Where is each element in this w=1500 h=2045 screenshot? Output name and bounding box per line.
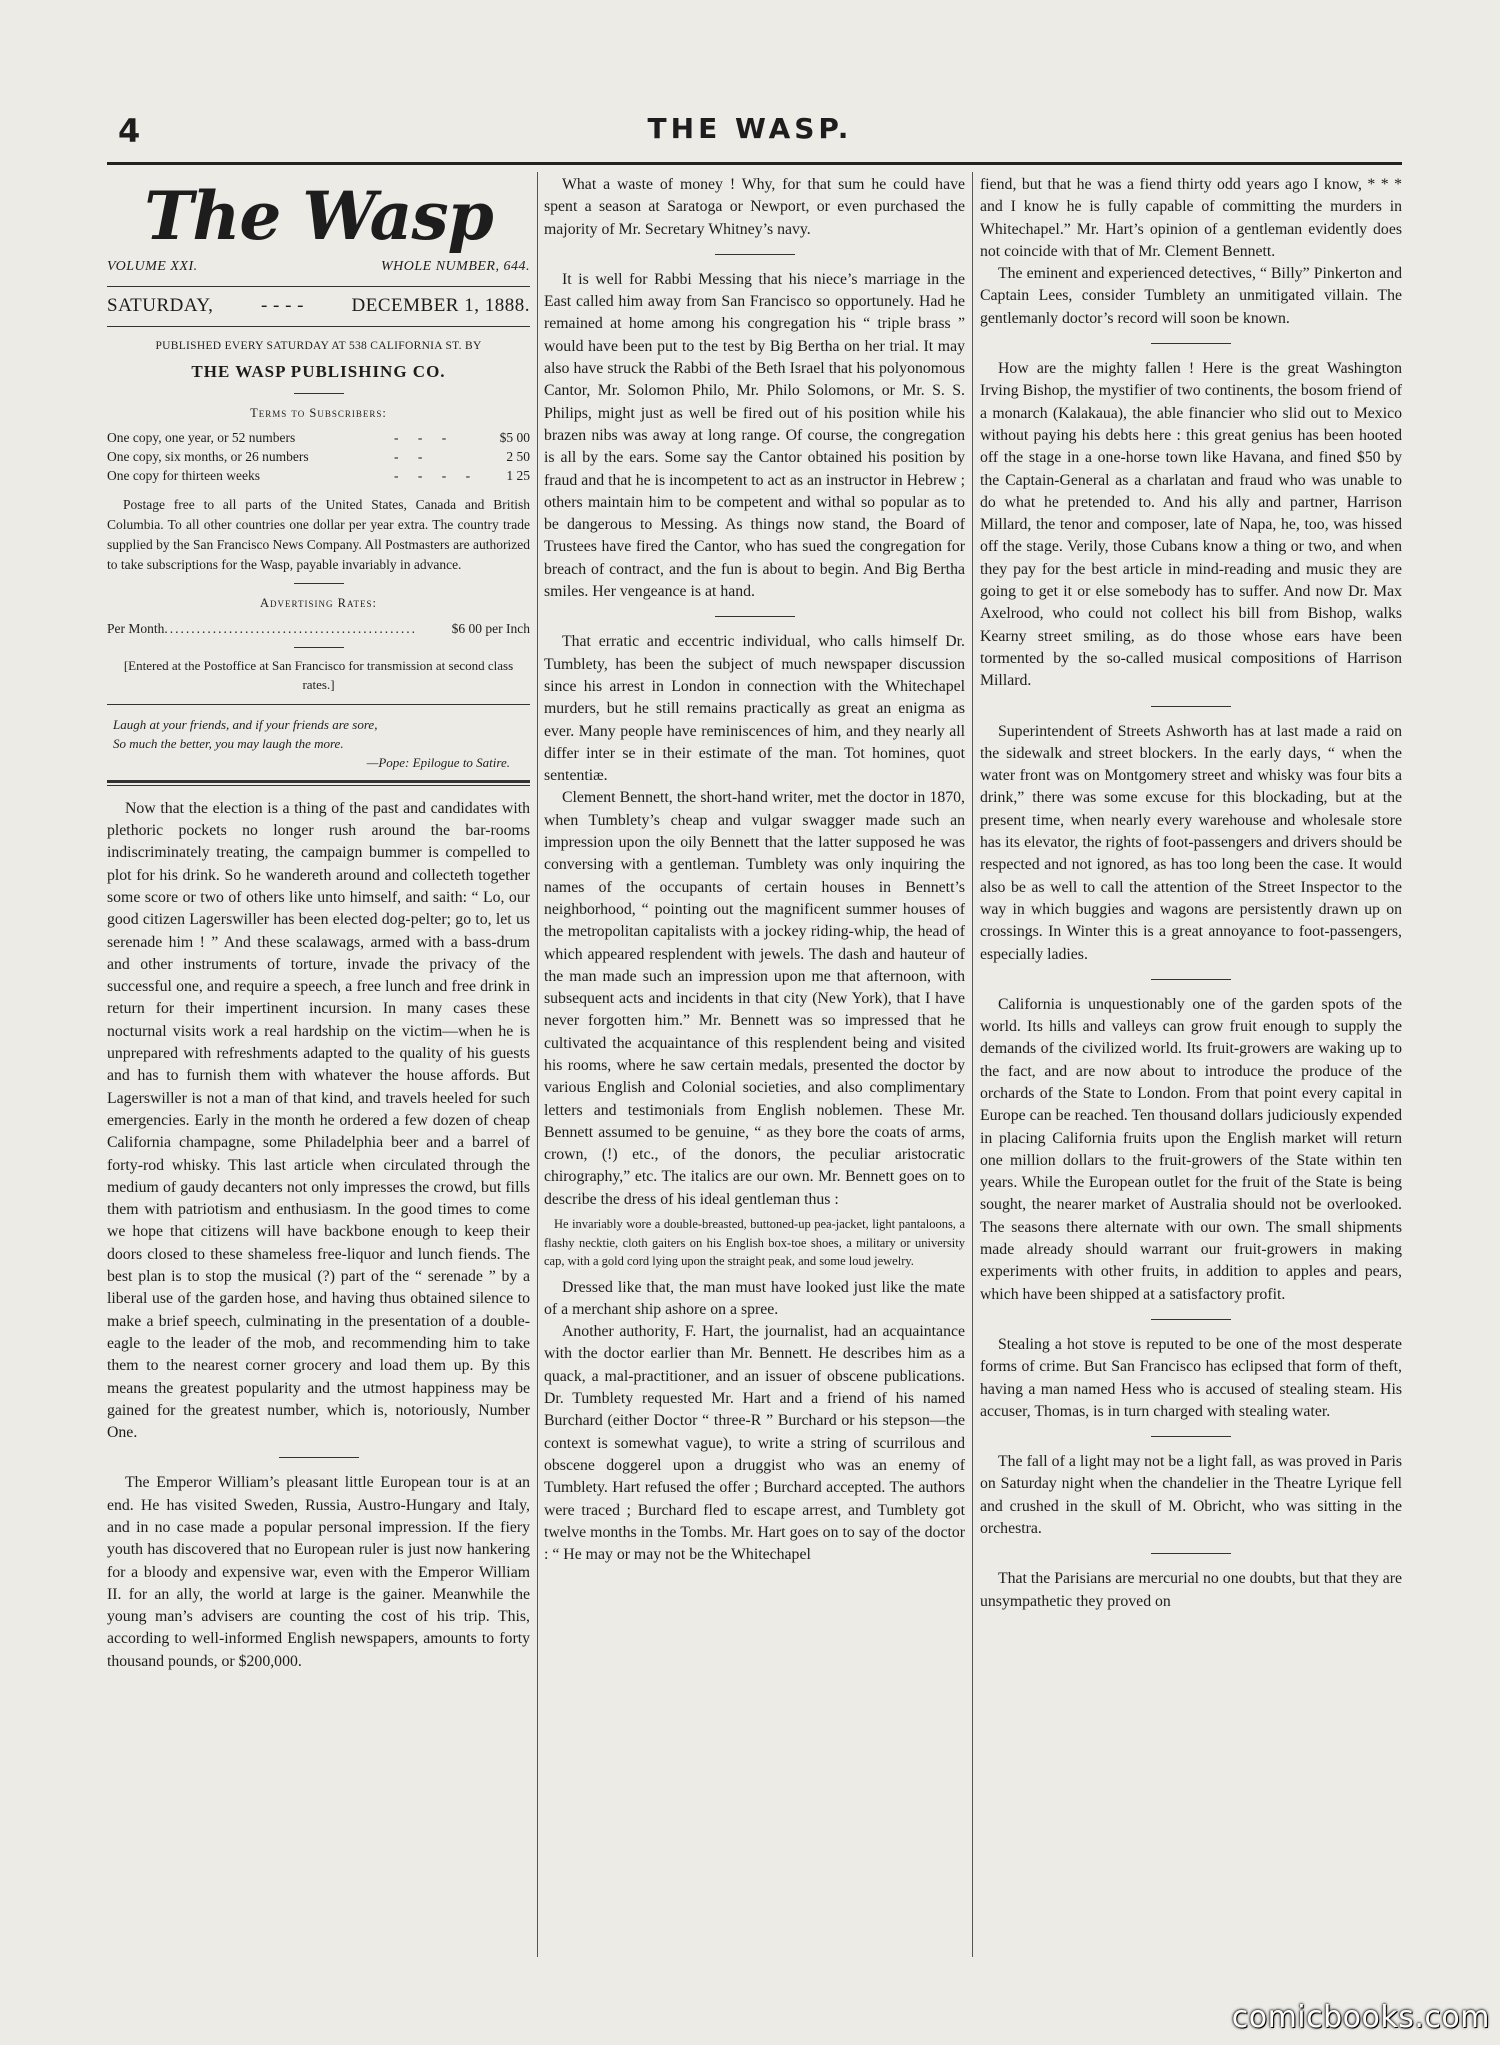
advertising-amount: $6 00 per Inch <box>451 620 530 636</box>
divider <box>107 704 530 705</box>
date-dashes: - - - - <box>260 295 304 317</box>
terms-dots: - - - <box>394 430 455 446</box>
column-divider <box>972 172 973 1957</box>
article-paragraph: What a waste of money ! Why, for that sum he could have spent a season at Saratoga or Newport, or even purchased the majority of Mr. Secretary Whitney’s navy. <box>544 176 965 238</box>
header-rule <box>107 162 1402 165</box>
article-paragraph: Clement Bennett, the short-hand writer, met the doctor in 1870, when Tumblety’s cheap and vulgar swagger made such an impression upon the oily Bennett that the latter supposed he was conversing with a gentleman. Tumblety was only inquiring the names of the occupants of certain houses in Bennett’s neighborhood, “ pointing out the magnificent summer houses of the metropolitan capitalists with a jockey riding-whip, the head of which appeared resplendent with jewels. The dash and hauteur of the man made such an impression upon me that afternoon, with subsequent acts and incidents in that city (New York), that I have never forgotten him.” Mr. Bennett was so impressed that he cultivated the acquaintance of this resplendent being and visited his rooms, where he saw certain medals, presented the doctor by various English and Colonial societies, and also complimentary letters and testimonials from English noblemen. These Mr. Bennett assumed to be genuine, “ as they bore the coats of arms, crown, (!) etc., of the donors, the peculiar aristocratic chirography,” etc. The italics are our own. Mr. Bennett goes on to describe the dress of his ideal gentleman thus : <box>544 789 965 1208</box>
terms-label: One copy for thirteen weeks <box>107 468 260 484</box>
advertising-label: Per Month <box>107 620 165 636</box>
motto-line: Laugh at your friends, and if your friends are sore, <box>113 716 378 732</box>
divider <box>294 647 344 648</box>
page-number: 4 <box>118 112 141 150</box>
article-separator <box>715 616 795 617</box>
terms-row <box>107 466 530 485</box>
column-3 <box>980 172 1402 1957</box>
divider <box>107 286 530 287</box>
publisher: THE WASP PUBLISHING CO. <box>191 361 446 381</box>
article-separator <box>1151 706 1231 707</box>
entered-notice: [Entered at the Postoffice at San Francisco for transmission at second class rates.] <box>123 657 514 692</box>
article-paragraph: It is well for Rabbi Messing that his niece’s marriage in the East called him away from San Francisco so opportunely. Had he remained at home among his congregation his “ triple brass ” would have been put to the test by Big Bertha on her trial. It may also have struck the Rabbi of the Beth Israel that his polyonomous Cantor, Mr. Solomon Philo, Mr. Philo Solomons, or Mr. S. S. Philips, might just as well be fired out of his position while his brazen nibs was away at long range. Of course, the congregation is all by the ears. Some say the Cantor obtained his position by fraud and that he is incompetent to act as an instructor in Hebrew ; others maintain him to be competent and withal so popular as to be dangerous to Messing. As things now stand, the Board of Trustees have fired the Cantor, who has sued the congregation for breach of contract, and the fun is about to begin. And Big Bertha smiles. Her vengeance is at hand. <box>544 270 965 601</box>
terms-amount: $5 00 <box>499 430 530 446</box>
article-separator <box>1151 343 1231 344</box>
terms-heading: Terms to Subscribers: <box>250 406 387 421</box>
article-paragraph: The Emperor William’s pleasant little European tour is at an end. He has visited Sweden, Russia, Austro-Hungary and Italy, and in no case made a popular personal impression. If the fiery youth has discovered that no European ruler is just now hankering for a bloody and expensive war, even with the Emperor William II. for an ally, the world at large is the gainer. Meanwhile the young man’s advisers are counting the cost of his trip. This, according to well-informed English newspapers, amounts to forty thousand pounds, or $200,000. <box>107 1474 530 1670</box>
article-paragraph: Stealing a hot stove is reputed to be one of the most desperate forms of crime. But San Francisco has eclipsed that form of theft, having a man named Hess who is accused of stealing steam. His accuser, Thomas, is in turn charged with stealing water. <box>980 1335 1402 1420</box>
article-paragraph: fiend, but that he was a fiend thirty odd years ago I know, * * * and I know he is fully capable of committing the murders in Whitechapel.” Mr. Hart’s opinion of a gentleman evidently does not coincide with that of Mr. Clement Bennett. <box>980 176 1402 260</box>
issue-date: DECEMBER 1, 1888. <box>351 295 530 317</box>
masthead-title: The Wasp <box>144 177 493 255</box>
divider <box>107 326 530 327</box>
watermark: comicbooks.com <box>1231 2000 1490 2035</box>
block-quote: He invariably wore a double-breasted, buttoned-up pea-jacket, light pantaloons, a flashy necktie, cloth gaiters on his English box-toe shoes, a military or university cap, with a gold cord lying upon the straight peak, and some loud jewelry. <box>544 1217 965 1269</box>
running-head: THE WASP. <box>647 112 853 145</box>
motto-line: So much the better, you may laugh the more. <box>113 735 344 751</box>
article-paragraph: Superintendent of Streets Ashworth has at last made a raid on the sidewalk and street blockers. In the early days, “ when the water front was on Montgomery street and whisky was four bits a drink,” there was some excuse for this blockading, but at the present time, when nearly every warehouse and wholesale store has its elevator, the rights of foot-passengers and drivers should be respected and not ignored, as has too long been the case. It would also be as well to call the attention of the Street Inspector to the way in which buggies and wagons are persistently drawn up on crossings. In Winter this is a great annoyance to foot-passengers, especially ladies. <box>980 722 1402 963</box>
divider <box>107 780 530 783</box>
terms-row <box>107 447 530 466</box>
article-paragraph: Another authority, F. Hart, the journalist, had an acquaintance with the doctor earlier than Mr. Bennett. He describes him as a quack, a mal-practitioner, and an issuer of obscene publications. Dr. Tumblety requested Mr. Hart and a friend of his named Burchard (either Doctor “ three-R ” Burchard or his stepson—the context is somewhat vague), to write a string of scurrilous and obscene doggerel upon a druggist who was an enemy of Tumblety. Hart refused the offer ; Burchard accepted. The authors were traced ; Burchard fled to escape arrest, and Tumblety got twelve months in the Tombs. Mr. Hart goes on to say of the doctor : “ He may or may not be the Whitechapel <box>544 1323 965 1564</box>
article-separator <box>715 254 795 255</box>
advertising-heading: Advertising Rates: <box>260 596 377 611</box>
divider <box>294 393 344 394</box>
volume-line <box>107 256 530 278</box>
motto-attribution: —Pope: Epilogue to Satire. <box>366 754 510 770</box>
terms-label: One copy, six months, or 26 numbers <box>107 449 309 465</box>
divider <box>294 583 344 584</box>
motto <box>113 715 530 772</box>
postage-notice: Postage free to all parts of the United States, Canada and British Columbia. To all other countries one dollar per year extra. The country trade supplied by the San Francisco News Company. All Postmasters are authorized to take subscriptions for the Wasp, payable invariably in advance. <box>107 497 530 573</box>
date-line <box>107 295 530 317</box>
terms-dots: - - - - <box>394 468 479 484</box>
advertising-row <box>107 619 530 639</box>
terms-dots: - - <box>394 449 431 465</box>
day: SATURDAY, <box>107 295 214 317</box>
published-line: PUBLISHED EVERY SATURDAY AT 538 CALIFORNIA ST. BY <box>155 339 482 352</box>
divider <box>107 785 530 786</box>
article-paragraph: How are the mighty fallen ! Here is the great Washington Irving Bishop, the mystifier of two continents, the bosom friend of a monarch (Kalakaua), the able financier who slid out to Mexico without paying his debts here : this great genius has been hooted off the stage in a one-horse town like Havana, and fined $50 by the Captain-General as a charlatan and fraud who was unable to do what he pretended to. And his ally and partner, Harrison Millard, the tenor and composer, late of Napa, he, too, was hissed off the stage. Verily, those Cubans know a thing or two, and when they pay for the best article in mind-reading and music they are going to get it or else somebody has to suffer. And now Dr. Max Axelrood, who could not collect his bill from Bishop, walks Kearny street smiling, as do those whose ears have been tormented by the so-called musical compositions of Harrison Millard. <box>980 360 1402 690</box>
terms-amount: 1 25 <box>506 468 530 484</box>
article-paragraph: The fall of a light may not be a light fall, as was proved in Paris on Saturday night when the chandelier in the Theatre Lyrique fell and crushed in the skull of M. Obricht, who was sitting in the orchestra. <box>980 1453 1402 1538</box>
article-paragraph: Now that the election is a thing of the past and candidates with plethoric pockets no longer rush around the bar-rooms indiscriminately treating, the campaign bummer is compelled to plot for his drink. So he wandereth around and collecteth together some score or two of others like unto himself, and saith: “ Lo, our good citizen Lagerswiller has been elected dog-pelter; go to, let us serenade him ! ” And these scalawags, armed with a bass-drum and other instruments of torture, invade the privacy of the successful one, and require a speech, a free lunch and free drink in return for their impertinent incursion. In many cases these nocturnal visits work a real hardship on the victim—when he is unprepared with refreshments adapted to the quality of his guests and has to furnish them with whatever the house affords. But Lagerswiller is not a man of that kind, and travels heeled for such emergencies. Early in the month he ordered a few dozen of cheap California champagne, some Philadelphia beer and a barrel of forty-rod whisky. This last article when circulated through the medium of gaudy decanters not only impresses the crowd, but fills them with patriotism and enthusiasm. In the good times to come we hope that citizens will have backbone enough to keep their doors closed to these shameless free-liquor and lunch fiends. The best plan is to stop the musical (?) part of the “ serenade ” by a liberal use of the garden hose, and having thus obtained silence to make a brief speech, culminating in the presentation of a double-eagle to the leader of the mob, and recommending him to take them to the nearest corner grocery and load them up. By this means the greatest popularity and the utmost happiness may be gained for the greatest number, which is, notoriously, Number One. <box>107 799 530 1442</box>
terms-amount: 2 50 <box>506 449 530 465</box>
article-separator <box>279 1457 359 1458</box>
column-divider <box>537 172 538 1957</box>
whole-number: WHOLE NUMBER, 644. <box>381 259 530 274</box>
article-paragraph: That erratic and eccentric individual, who calls himself Dr. Tumblety, has been the subject of much newspaper discussion since his arrest in London in connection with the Whitechapel murders, but he still remains practically as great an enigma as ever. Many people have reminiscences of him, and they nearly all differ inter se in their estimate of the man. Tot homines, quot sententiæ. <box>544 633 965 785</box>
volume: VOLUME XXI. <box>107 259 198 274</box>
article-separator <box>1151 1319 1231 1320</box>
article-paragraph: The eminent and experienced detectives, “ Billy” Pinkerton and Captain Lees, consider Tumblety an unmitigated villain. The gentlemanly doctor’s record will soon be known. <box>980 265 1402 327</box>
terms-row <box>107 428 530 447</box>
article-separator <box>1151 1436 1231 1437</box>
advertising-dots: ............................................... <box>164 620 417 636</box>
terms-label: One copy, one year, or 52 numbers <box>107 430 296 446</box>
article-paragraph: Dressed like that, the man must have looked just like the mate of a merchant ship ashore on a spree. <box>544 1278 965 1318</box>
article-separator <box>1151 1553 1231 1554</box>
column-2 <box>544 172 965 1957</box>
article-paragraph: California is unquestionably one of the garden spots of the world. Its hills and valleys can grow fruit enough to supply the demands of the civilized world. Its fruit-growers are waking up to the fact, and are now about to introduce the produce of the orchards of the State to London. From that point every capital in Europe can be reached. Ten thousand dollars judiciously expended in placing California fruits upon the English market will return one million dollars to the fruit-growers of the State within ten years. While the European outlet for the fruit of the State is being sought, the nearer market of Australia should not be overlooked. The seasons there alternate with our own. The small shipments made already should warrant our fruit-growers in making experiments with other fruits, in addition to apples and pears, which have been shipped at a satisfactory profit. <box>980 995 1402 1303</box>
column-1 <box>107 172 530 1957</box>
article-paragraph: That the Parisians are mercurial no one doubts, but that they are unsympathetic they proved on <box>980 1570 1402 1610</box>
article-separator <box>1151 979 1231 980</box>
